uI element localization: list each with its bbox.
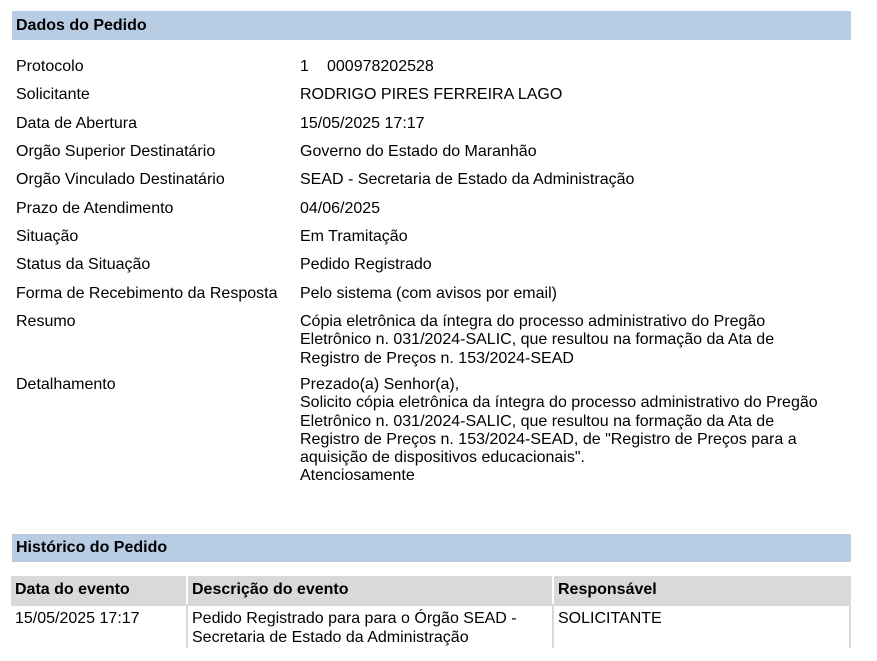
label-solicitante: Solicitante (16, 86, 90, 103)
value-forma-recebimento: Pelo sistema (com avisos por email) (300, 285, 557, 302)
label-orgao-superior: Orgão Superior Destinatário (16, 143, 216, 160)
value-solicitante: RODRIGO PIRES FERREIRA LAGO (300, 86, 563, 103)
label-situacao: Situação (16, 228, 79, 245)
value-situacao: Em Tramitação (300, 228, 408, 245)
descricao-line: Pedido Registrado para para o Órgão SEAD - (192, 610, 517, 627)
resumo-line: Registro de Preços n. 153/2024-SEAD (300, 349, 574, 367)
label-prazo-atendimento: Prazo de Atendimento (16, 200, 174, 217)
label-resumo: Resumo (16, 313, 76, 330)
label-protocolo: Protocolo (16, 58, 84, 75)
detalhamento-line: Solicito cópia eletrônica da íntegra do processo administrativo do Pregão (300, 394, 818, 412)
cell-data-evento: 15/05/2025 17:17 (11, 606, 186, 648)
value-orgao-vinculado: SEAD - Secretaria de Estado da Administração (300, 171, 635, 188)
value-data-abertura: 15/05/2025 17:17 (300, 115, 425, 132)
detalhamento-line: aquisição de dispositivos educacionais". (300, 449, 585, 467)
resumo-line: Cópia eletrônica da íntegra do processo administrativo do Pregão (300, 313, 766, 330)
history-table-header (11, 576, 851, 604)
detalhamento-line: Registro de Preços n. 153/2024-SEAD, de "Registro de Preços para a (300, 430, 797, 448)
resumo-line: Eletrônico n. 031/2024-SALIC, que resultou na formação da Ata de (300, 331, 775, 349)
detalhamento-line: Atenciosamente (300, 467, 415, 485)
label-forma-recebimento: Forma de Recebimento da Resposta (16, 285, 278, 302)
label-detalhamento: Detalhamento (16, 376, 116, 393)
label-data-abertura: Data de Abertura (16, 115, 137, 132)
value-resumo (300, 313, 848, 368)
cell-descricao-evento (188, 606, 552, 648)
value-status-situacao: Pedido Registrado (300, 256, 432, 273)
value-prazo-atendimento: 04/06/2025 (300, 200, 381, 217)
column-header-data-evento: Data do evento (11, 576, 188, 604)
protocolo-number: 000978202528 (327, 58, 434, 75)
descricao-line: Secretaria de Estado da Administração (192, 629, 469, 646)
cell-responsavel: SOLICITANTE (554, 606, 849, 648)
label-status-situacao: Status da Situação (16, 256, 151, 273)
value-detalhamento (300, 376, 848, 486)
column-header-descricao-evento: Descrição do evento (188, 576, 554, 604)
value-protocolo (300, 58, 848, 76)
detalhamento-line: Prezado(a) Senhor(a), (300, 376, 460, 393)
section-header-historico-do-pedido: Histórico do Pedido (12, 534, 851, 562)
value-orgao-superior: Governo do Estado do Maranhão (300, 143, 537, 160)
table-row (11, 604, 851, 648)
detalhamento-line: Eletrônico n. 031/2024-SALIC, que resultou na formação da Ata de (300, 412, 775, 430)
protocolo-prefix: 1 (300, 58, 309, 75)
section-header-dados-do-pedido: Dados do Pedido (12, 11, 851, 40)
column-header-responsavel: Responsável (558, 581, 657, 598)
label-orgao-vinculado: Orgão Vinculado Destinatário (16, 171, 225, 188)
